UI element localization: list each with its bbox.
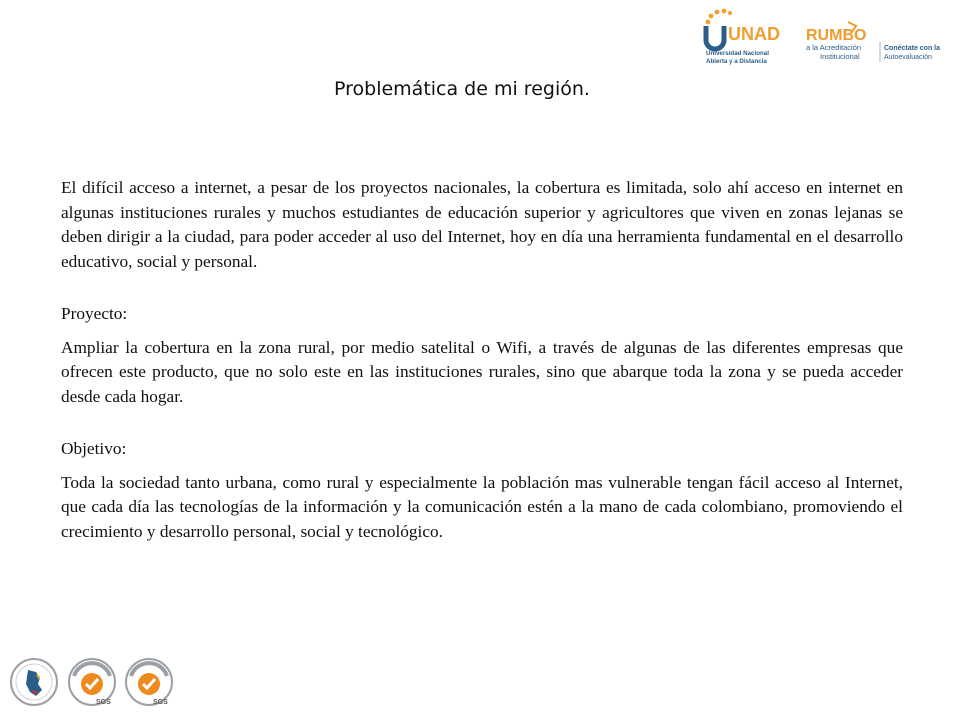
objective-label: Objetivo:	[61, 439, 127, 458]
body-content	[61, 176, 903, 544]
project-label: Proyecto:	[61, 304, 128, 323]
rumbo-line2: Institucional	[820, 52, 860, 61]
project-paragraph: Ampliar la cobertura en la zona rural, por medio satelital o Wifi, a través de algunas de las diferentes empresas que ofrecen este producto, que no solo este en las instituciones rurales, sino que abarque toda la zona y se pueda acceder desde cada hogar.	[61, 337, 903, 406]
rumbo-logo	[804, 18, 954, 68]
rumbo-word: RUMBO	[806, 27, 867, 44]
sgs-label-2: SGS	[153, 699, 168, 706]
colombia-seal-icon	[8, 656, 60, 708]
unad-logo	[700, 8, 780, 68]
page-title: Problemática de mi región.	[334, 78, 590, 100]
rumbo-tag1: Conéctate con la	[884, 45, 941, 52]
intro-paragraph: El difícil acceso a internet, a pesar de los proyectos nacionales, la cobertura es limitada, solo ahí acceso en internet en algunas instituciones rurales y muchos estudiantes de educación superior y agricultores que viven en zonas lejanas se deben dirigir a la ciudad, para poder acceder al uso del Internet, hoy en día una herramienta fundamental en el desarrollo educativo, social y personal.	[61, 178, 903, 271]
sgs-seal-icon	[66, 656, 118, 708]
rumbo-line1: a la Acreditación	[806, 43, 862, 52]
objective-paragraph: Toda la sociedad tanto urbana, como rural y especialmente la población mas vulnerable tengan fácil acceso al Internet, que cada día las tecnologías de la información y la comunicación estén a la mano de cada colombiano, promoviendo el crecimiento y desarrollo personal, social y tecnológico.	[61, 472, 903, 541]
unad-line2: Abierta y a Distancia	[706, 58, 767, 65]
sgs-seal-icon-2	[123, 656, 175, 708]
unad-dots-icon	[706, 9, 732, 25]
rumbo-tag2: Autoevaluación	[884, 54, 932, 61]
unad-acronym: UNAD	[728, 24, 780, 44]
unad-line1: Universidad Nacional	[706, 50, 769, 57]
sgs-label-1: SGS	[96, 699, 111, 706]
